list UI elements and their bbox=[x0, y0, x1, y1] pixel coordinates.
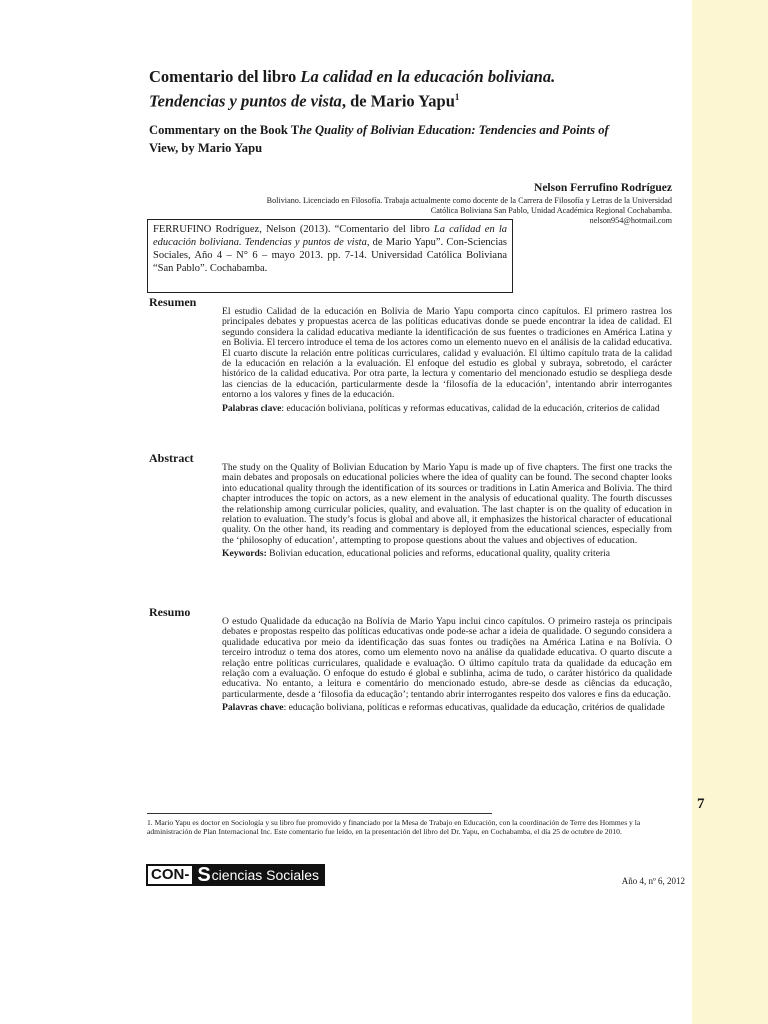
resumo-keywords-label: Palavras chave bbox=[222, 702, 284, 714]
title-suffix: , de Mario Yapu bbox=[341, 91, 455, 111]
resumen-section bbox=[222, 307, 672, 414]
resumen-keywords-text: : educación boliviana, políticas y reformas educativas, calidad de la educación, criterios de calidad bbox=[281, 402, 660, 414]
author-name: Nelson Ferrufino Rodríguez bbox=[534, 182, 672, 194]
footnote-mark: 1 bbox=[454, 92, 460, 102]
author-email[interactable]: nelson954@hotmail.com bbox=[589, 216, 672, 225]
resumo-body: O estudo Qualidade da educação na Bolívia de Mario Yapu inclui cinco capítulos. O primeiro rasteja os principais debates e propostas respeito das políticas educativas onde pode-se achar a ideia de qualidade. O segundo considera a qualidade educativa por meio da identificação das suas fontes ou tradições na América Latina e na Bolívia. O terceiro introduz o tema dos atores, como um elemento novo na análise da qualidade educativa. O quarto discute a relação entre políticas curriculares, qualidade e evaluação. O último capítulo trata da qualidade da educação em relação com a evaluação. O enfoque do estudo é global e sublinha, acima de tudo, o caráter histórico da qualidade educativa. No entanto, a leitura e comentário do mencionado estudo, abre-se desde as ciências da educação, particularmente, desde a ‘filosofia da educação’; tentando abrir interrogantes respeito dos valores e fins da educação. bbox=[222, 616, 672, 700]
resumen-keywords-label: Palabras clave bbox=[222, 402, 282, 414]
title-spanish bbox=[149, 67, 709, 112]
resumen-heading: Resumen bbox=[149, 295, 197, 309]
resumo-keywords bbox=[222, 703, 672, 713]
affiliation-line2: Católica Boliviana San Pablo, Unidad Académica Regional Cochabamba. bbox=[430, 206, 672, 215]
resumen-keywords bbox=[222, 404, 672, 414]
title-english bbox=[149, 121, 689, 157]
title-en-book: he Quality of Bolivian Education: Tendencies and Points of bbox=[299, 123, 609, 137]
title-en-prefix: Commentary on the Book T bbox=[149, 123, 300, 137]
abstract-keywords-label: Keywords: bbox=[222, 548, 267, 560]
citation-box bbox=[147, 219, 513, 293]
footnote: 1. Mario Yapu es doctor en Sociología y su libro fue promovido y financiado por la Mesa de Trabajo en Educación, con la coordinación de Terre des Hommes y la administración de Plan Internacional Inc. Este comentario fue leído, en la presentación del libro del Dr. Yapu, en Cochabamba, el día 25 de octubre de 2010. bbox=[147, 818, 641, 837]
citation-part2: , de Mario Yapu”. Con-Sciencias Sociales, Año 4 – N° 6 – mayo 2013. pp. 7-14. Universidad Católica Boliviana “San Pablo”. Cochabamba. bbox=[153, 237, 508, 274]
abstract-heading: Abstract bbox=[149, 451, 194, 465]
abstract-body: The study on the Quality of Bolivian Education by Mario Yapu is made up of five chapters. The first one tracks the main debates and proposals on educational policies where the idea of quality can be found. The second chapter looks into educational quality through the identification of its sources or traditions in Latin America and Bolivia. The third chapter introduces the topic on actors, as a new element in the analysis of educational quality. The fourth discusses the relationship among curricular policies, quality, and evaluation. The last chapter is on the quality of education in relation to evaluation. The study’s focus is global and above all, it emphasizes the historical character of educational quality. On the other hand, its reading and commentary is deployed from the educational sciences, especially from the ‘philosophy of education’, attempting to propose questions about the values and objectives of education. bbox=[222, 462, 672, 546]
book-title-line1: La calidad en la educación boliviana. bbox=[300, 67, 556, 86]
abstract-keywords-text: Bolivian education, educational policies and reforms, educational quality, quality criteria bbox=[266, 548, 611, 560]
title-prefix: Comentario del libro bbox=[149, 67, 301, 86]
resumo-section bbox=[222, 617, 672, 714]
issue-info: Año 4, nº 6, 2012 bbox=[621, 876, 685, 886]
abstract-keywords bbox=[222, 549, 672, 559]
citation-book-title: La calidad en la educación boliviana. Tendencias y puntos de vista bbox=[153, 224, 507, 248]
logo-s: S bbox=[194, 864, 211, 886]
affiliation-line1: Boliviano. Licenciado en Filosofía. Trabaja actualmente como docente de la Carrera de Filosofía y Letras de la Universidad bbox=[266, 196, 672, 205]
book-title-line2: Tendencias y puntos de vista bbox=[149, 91, 342, 111]
resumo-keywords-text: : educação boliviana, políticas e reformas educativas, qualidade da educação, critérios de qualidade bbox=[283, 702, 665, 714]
resumo-heading: Resumo bbox=[149, 605, 191, 619]
title-en-suffix: View, by Mario Yapu bbox=[149, 141, 263, 155]
journal-logo bbox=[146, 864, 325, 886]
logo-text: ciencias Sociales bbox=[212, 864, 325, 886]
page-number: 7 bbox=[697, 796, 705, 812]
abstract-section bbox=[222, 463, 672, 560]
footnote-divider bbox=[147, 813, 492, 814]
resumen-body: El estudio Calidad de la educación en Bolivia de Mario Yapu comporta cinco capítulos. El primero rastrea los principales debates y propuestas acerca de las políticas educativas donde se puede encontrar la idea de calidad. El segundo considera la calidad educativa mediante la identificación de sus fuentes o tradiciones en América Latina y en Bolivia. El tercero introduce el tema de los actores como un elemento nuevo en el análisis de la calidad educativa. El cuarto discute la relación entre políticas curriculares, calidad y evaluación. El último capítulo trata de la calidad de la educación en relación a la evaluación. El enfoque del estudio es global y subraya, sobretodo, el carácter histórico de la calidad educativa. Por otra parte, la lectura y comentario del mencionado estudio se despliega desde las ciencias de la educación, particularmente desde la ‘filosofía de la educación’, intentando abrir interrogantes entorno a los valores y fines de la educación. bbox=[222, 306, 672, 401]
logo-con: CON- bbox=[146, 864, 194, 886]
citation-part1: FERRUFINO Rodríguez, Nelson (2013). “Comentario del libro bbox=[153, 224, 434, 235]
